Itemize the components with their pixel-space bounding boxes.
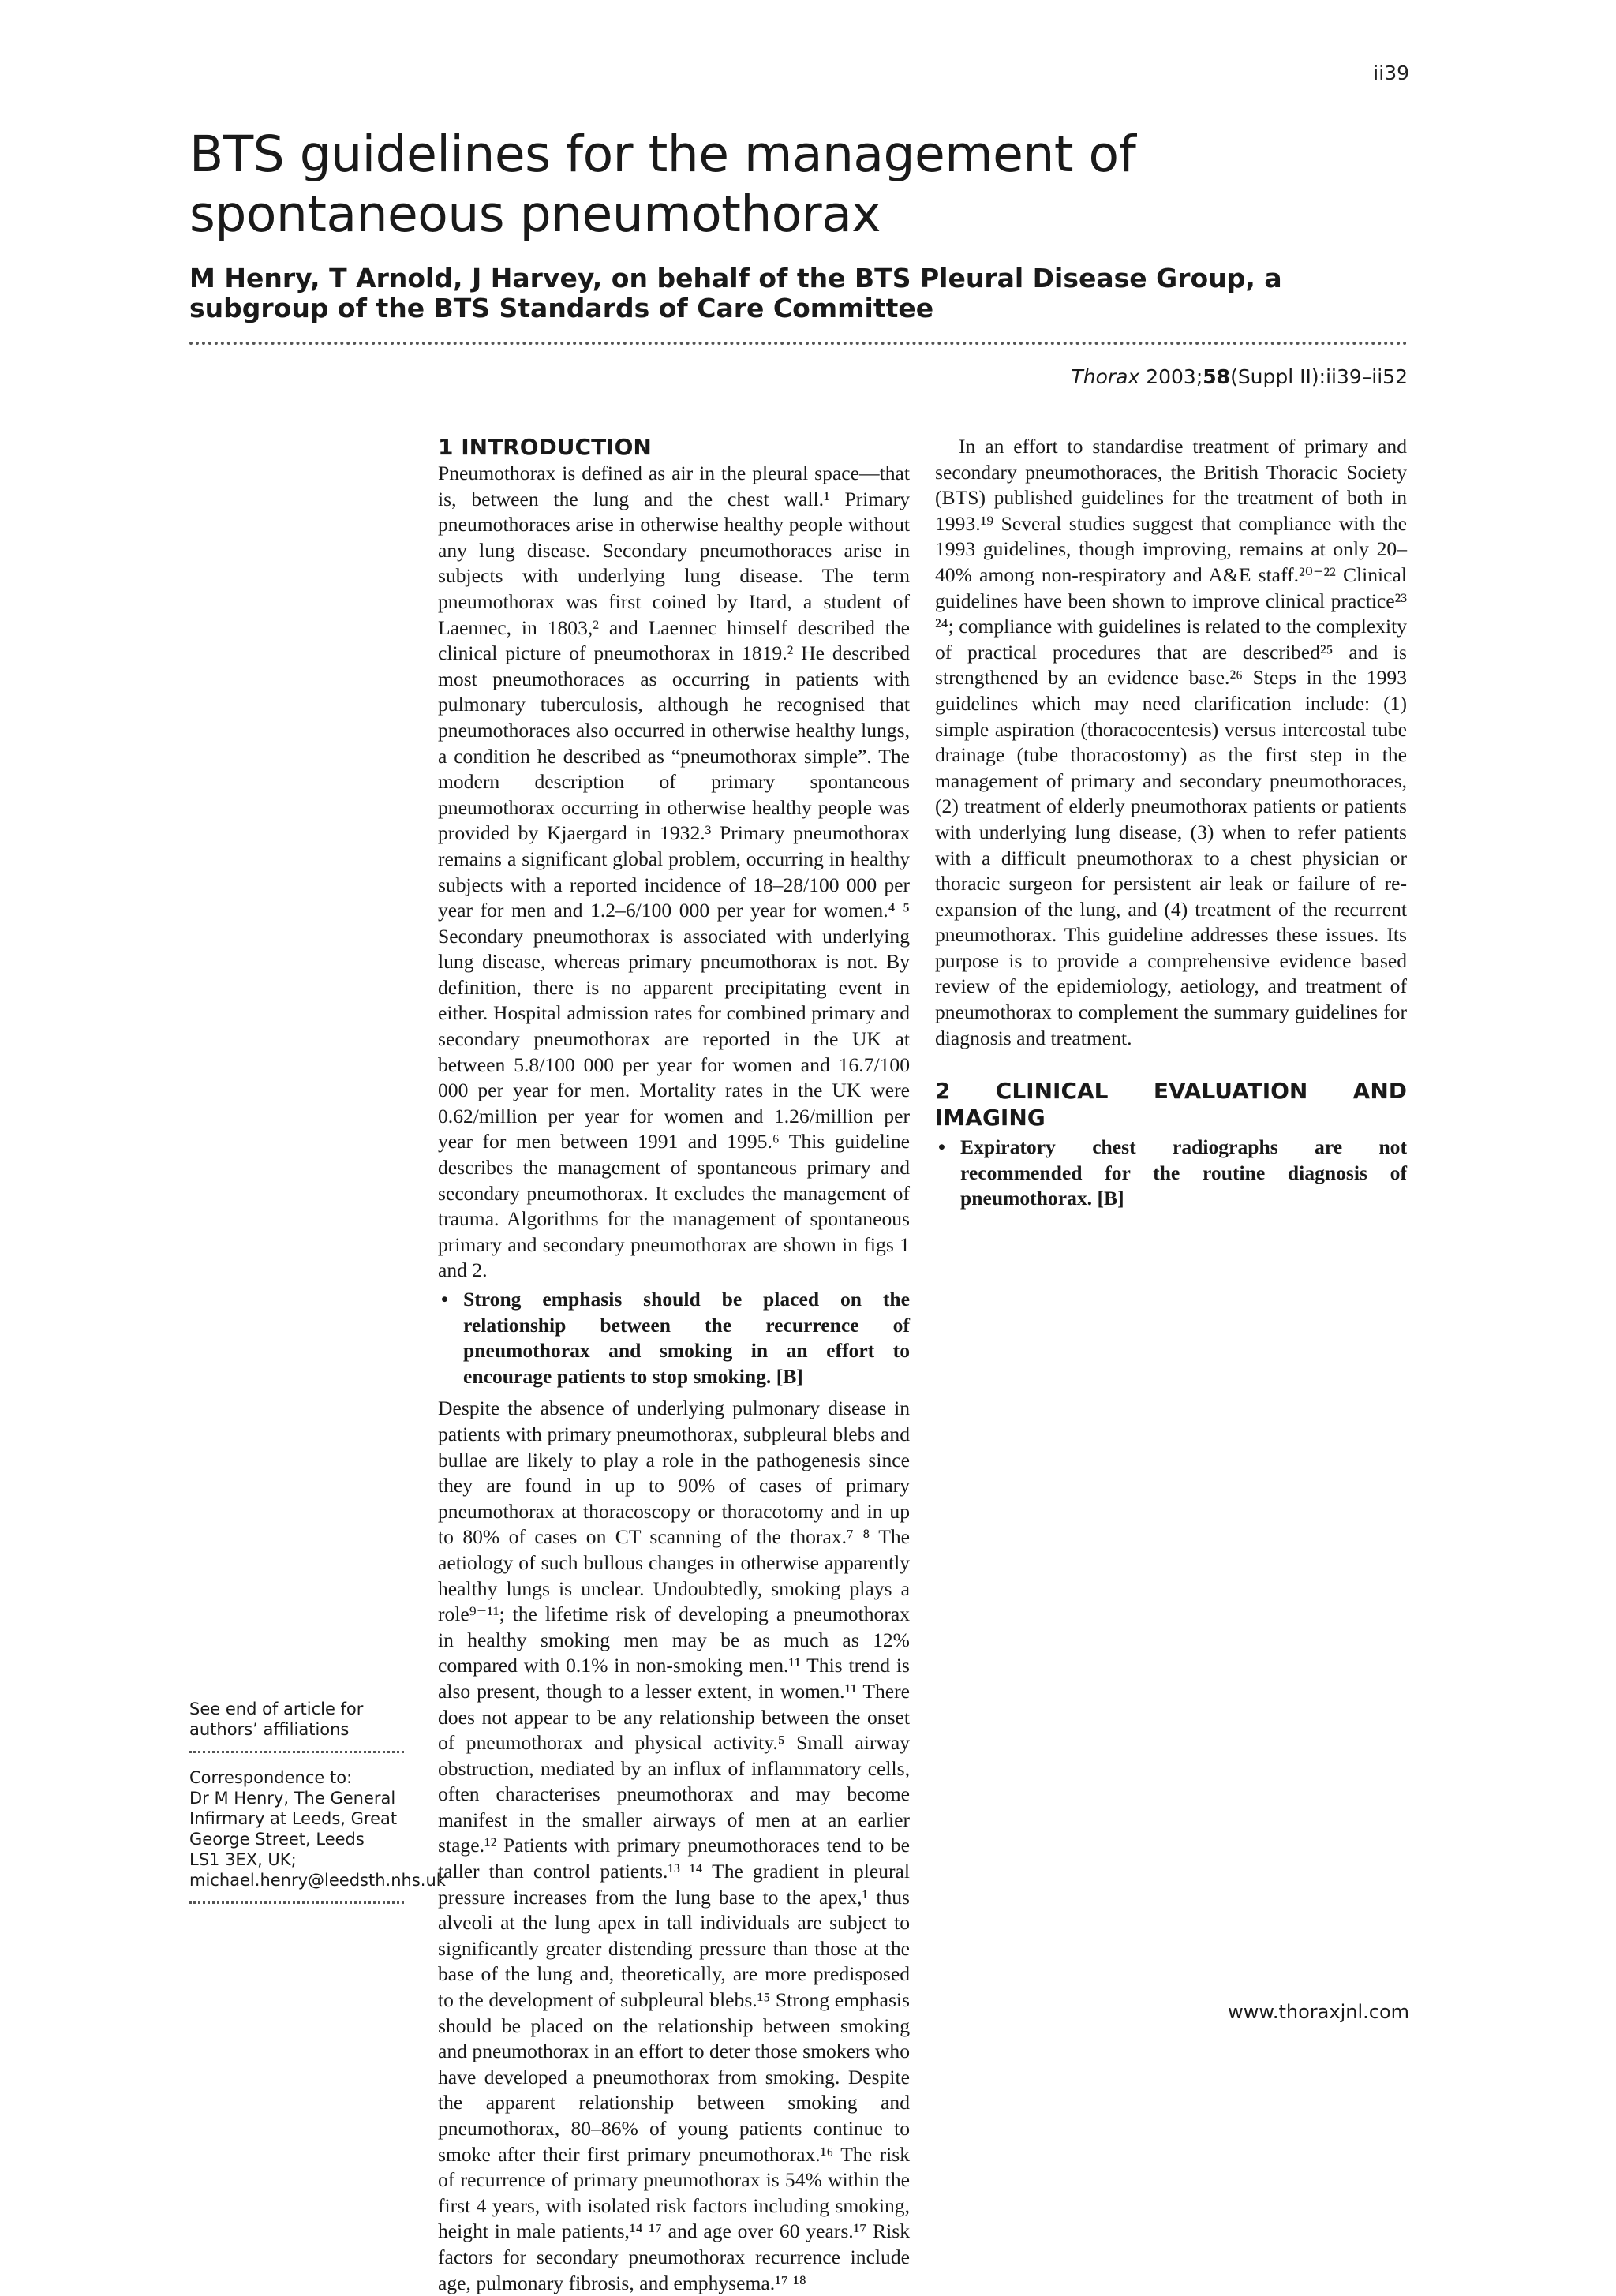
journal-citation	[1071, 365, 1408, 388]
correspondence-line: Dr M Henry, The General	[189, 1789, 396, 1808]
sidebar-divider	[189, 1901, 404, 1904]
affiliations-note: See end of article for authors’ affiliations	[189, 1700, 364, 1739]
body-paragraph: Despite the absence of underlying pulmonary disease in patients with primary pneumothorax, subpleural blebs and bullae are likely to play a role in the pathogenesis since they are found in up to 90% of cases of primary pneumothorax at thoracoscopy or thoracotomy and in up to 80% of cases on CT scanning of the thorax.⁷ ⁸ The aetiology of such bullous changes in otherwise apparently healthy lungs is unclear. Undoubtedly, smoking plays a role⁹⁻¹¹; the lifetime risk of developing a pneumothorax in healthy smoking men may be as much as 12% compared with 0.1% in non-smoking men.¹¹ This trend is also present, though to a lesser extent, in women.¹¹ There does not appear to be any relationship between the onset of pneumothorax and physical activity.⁵ Small airway obstruction, mediated by an influx of inflammatory cells, often characterises pneumothorax and may become manifest in the smaller airways of men at an earlier stage.¹² Patients with primary pneumothoraces tend to be taller than control patients.¹³ ¹⁴ The gradient in pleural pressure increases from the lung base to the apex,¹ thus alveoli at the lung apex in tall individuals are subject to significantly greater distending pressure than those at the base of the lung and, theoretically, are more predisposed to the development of subpleural blebs.¹⁵ Strong emphasis should be placed on the relationship between smoking and pneumothorax in an effort to deter those smokers who have developed a pneumothorax from smoking. Despite the apparent relationship between smoking and pneumothorax, 80–86% of young patients continue to smoke after their first primary pneumothorax.¹⁶ The risk of recurrence of primary pneumothorax is 54% within the first 4 years, with isolated risk factors including smoking, height in male patients,¹⁴ ¹⁷ and age over 60 years.¹⁷ Risk factors for secondary pneumothorax recurrence include age, pulmonary fibrosis, and emphysema.¹⁷ ¹⁸	[438, 1397, 910, 2294]
citation-volume: 58	[1203, 365, 1231, 388]
sidebar-divider	[189, 1751, 404, 1753]
article-title: BTS guidelines for the management of spontaneous pneumothorax	[189, 125, 1136, 243]
text-column-right	[935, 434, 1407, 1218]
body-paragraph: Pneumothorax is defined as air in the pleural space—that is, between the lung and the chest wall.¹ Primary pneumothoraces arise in otherwise healthy people without any lung disease. Secondary pneumothoraces arise in subjects with underlying lung disease. The term pneumothorax was first coined by Itard, a student of Laennec, in 1803,² and Laennec himself described the clinical picture of pneumothorax in 1819.² He described most pneumothoraces as occurring in patients with pulmonary tuberculosis, although he recognised that pneumothoraces also occurred in otherwise healthy lungs, a condition he described as “pneumothorax simple”. The modern description of primary spontaneous pneumothorax occurring in otherwise healthy people was provided by Kjaergard in 1932.³ Primary pneumothorax remains a significant global problem, occurring in healthy subjects with a reported incidence of 18–28/100 000 per year for men and 1.2–6/100 000 per year for women.⁴ ⁵ Secondary pneumothorax is associated with underlying lung disease, whereas primary pneumothorax is not. By definition, there is no apparent precipitating event in either. Hospital admission rates for combined primary and secondary pneumothorax are reported in the UK at between 5.8/100 000 per year for women and 16.7/100 000 per year for men. Mortality rates in the UK were 0.62/million per year for women and 1.26/million per year for men between 1991 and 1995.⁶ This guideline describes the management of spontaneous primary and secondary pneumothorax. It excludes the management of trauma. Algorithms for the management of spontaneous primary and secondary pneumothorax are shown in figs 1 and 2.	[438, 462, 910, 1282]
journal-name: Thorax	[1071, 365, 1140, 388]
correspondence-heading: Correspondence to:	[189, 1768, 353, 1787]
body-paragraph: In an effort to standardise treatment of primary and secondary pneumothoraces, the British Thoracic Society (BTS) published guidelines for the treatment of both in 1993.¹⁹ Several studies suggest that compliance with the 1993 guidelines, though improving, remains at only 20–40% among non-respiratory and A&E staff.²⁰⁻²² Clinical guidelines have been shown to improve clinical practice²³ ²⁴; compliance with guidelines is related to the complexity of practical procedures that are described²⁵ and is strengthened by an evidence base.²⁶ Steps in the 1993 guidelines which may need clarification include: (1) simple aspiration (thoracocentesis) versus intercostal tube drainage (tube thoracostomy) as the first step in the management of primary and secondary pneumothoraces, (2) treatment of elderly pneumothorax patients or patients with underlying lung disease, (3) when to refer patients with a difficult pneumothorax to a chest physician or thoracic surgeon for persistent air leak or failure of re-expansion of the lung, and (4) treatment of the recurrent pneumothorax. This guideline addresses these issues. Its purpose is to provide a comprehensive evidence based review of the epidemiology, aetiology, and treatment of pneumothorax to complement the summary guidelines for diagnosis and treatment.	[935, 435, 1407, 1049]
correspondence-email: michael.henry@leedsth.nhs.uk	[189, 1871, 446, 1890]
author-list: M Henry, T Arnold, J Harvey, on behalf of the BTS Pleural Disease Group, a subgroup of the BTS Standards of Care Committee	[189, 263, 1282, 323]
correspondence-line: George Street, Leeds	[189, 1830, 365, 1849]
page-number: ii39	[1373, 62, 1409, 84]
sidebar-notes	[189, 1699, 446, 1918]
bullet-icon: •	[441, 1288, 448, 1311]
recommendation-text: Expiratory chest radiographs are not recommended for the routine diagnosis of pneumothorax. [B]	[960, 1135, 1407, 1210]
correspondence-line: Infirmary at Leeds, Great	[189, 1809, 398, 1828]
bullet-icon: •	[938, 1135, 945, 1159]
citation-year: 2003;	[1146, 365, 1203, 388]
section-heading-clinical-evaluation: 2 CLINICAL EVALUATION AND IMAGING	[935, 1078, 1407, 1131]
citation-pages: (Suppl II):ii39–ii52	[1230, 365, 1408, 388]
recommendation	[935, 1135, 1407, 1212]
header-divider	[189, 342, 1408, 345]
journal-url[interactable]: www.thoraxjnl.com	[1228, 2001, 1409, 2023]
text-column-left	[438, 434, 910, 2296]
recommendation-text: Strong emphasis should be placed on the relationship between the recurrence of pneumothorax and smoking in an effort to encourage patients to stop smoking. [B]	[463, 1288, 910, 1388]
section-heading-introduction: 1 INTRODUCTION	[438, 434, 652, 460]
correspondence-line: LS1 3EX, UK;	[189, 1850, 297, 1869]
recommendation	[438, 1287, 910, 1389]
